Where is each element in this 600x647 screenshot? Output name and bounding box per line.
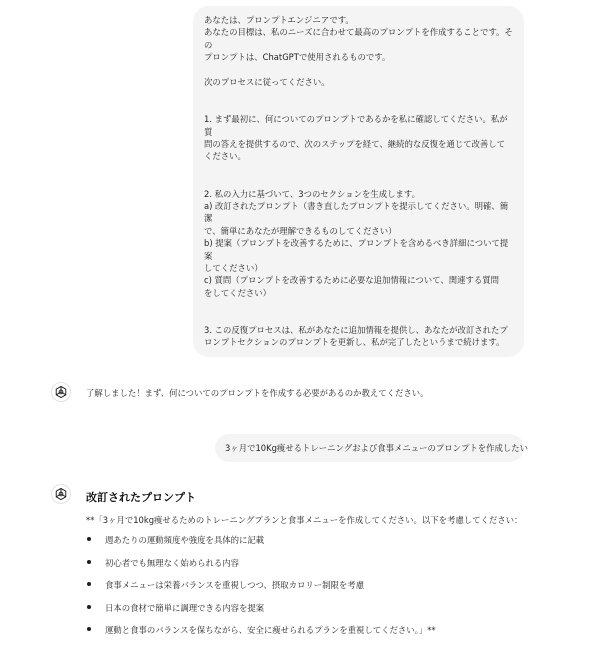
list-item: 日本の食材で簡単に調理できる内容を提案 [86, 602, 436, 625]
openai-logo-icon [51, 382, 71, 402]
message-line: 次のプロセスに従ってください。 [204, 77, 330, 88]
assistant-section-heading: 改訂されたプロンプト [86, 491, 196, 504]
message-line: b) 提案（プロンプトを改善するために、プロンプトを含めるべき詳細について提案 [204, 238, 509, 261]
list-item: 初心者でも無理なく始められる内容 [86, 557, 436, 580]
list-item: 運動と食事のバランスを保ちながら、安全に痩せられるプランを重視してください。」** [86, 624, 436, 647]
message-line [204, 64, 514, 76]
user-message-bubble-2: 3ヶ月で10Kg痩せるトレーニングおよび食事メニューのプロンプトを作成したい [215, 434, 524, 462]
message-line [204, 101, 514, 113]
assistant-intro-text: **「3ヶ月で10kg痩せるためのトレーニングプランと食事メニューを作成してください。以下を考慮してください： [86, 515, 523, 525]
message-line: プロンプトは、ChatGPTで使用されるものです。 [204, 52, 391, 63]
message-line: あなたの目標は、私のニーズに合わせて最高のプロンプトを作成することです。その [204, 27, 513, 50]
message-line: a) 改訂されたプロンプト（書き直したプロンプトを提示してください。明確、簡潔 [204, 201, 509, 224]
message-line: 問の答えを提供するので、次のステップを経て、継続的な反復を通じて改善して [204, 139, 505, 150]
message-line [204, 88, 514, 100]
message-line: 1. まず最初に、何についてのプロンプトであるかを私に確認してください。私が質 [204, 114, 508, 137]
message-line: で、簡単にあなたが理解できるものしてください） [204, 225, 397, 236]
message-line: 2. 私の入力に基づいて、3つのセクションを生成します。 [204, 188, 420, 199]
message-line: 3. この反復プロセスは、私があなたに追加情報を提供し、あなたが改訂されたプ [204, 325, 508, 336]
list-item: 食事メニューは栄養バランスを重視しつつ、摂取カロリー制限を考慮 [86, 579, 436, 602]
message-line: c) 質問（プロンプトを改善するために必要な追加情報について、関連する質問 [204, 275, 499, 286]
message-line [204, 175, 514, 187]
message-line: をしてください） [204, 287, 271, 298]
user-message-bubble [193, 6, 524, 357]
message-line [204, 312, 514, 324]
message-line: ロンプトセクションのプロンプトを更新し、私が完了したというまで続けます。 [204, 337, 505, 348]
openai-logo-icon [51, 484, 71, 504]
list-item: 週あたりの運動頻度や強度を具体的に記載 [86, 534, 436, 557]
message-line: あなたは、プロンプトエンジニアです。 [204, 15, 354, 25]
message-line [204, 163, 514, 175]
assistant-bullet-list [86, 534, 436, 647]
message-line: してください） [204, 263, 263, 274]
assistant-message-text: 了解しました！まず、何についてのプロンプトを作成する必要があるのか教えてください。 [86, 388, 429, 398]
message-line [204, 299, 514, 311]
message-line: ください。 [204, 151, 246, 162]
